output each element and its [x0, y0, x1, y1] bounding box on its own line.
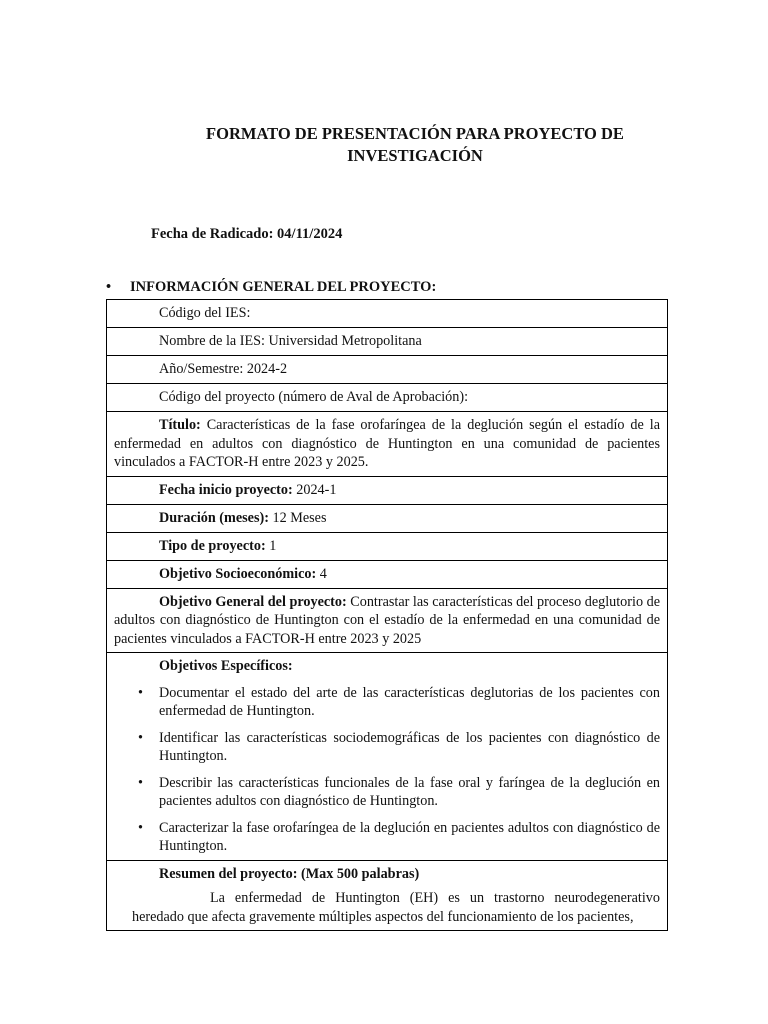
fecha-inicio-label: Fecha inicio proyecto: — [159, 481, 293, 498]
table-row — [107, 328, 668, 356]
document-title — [120, 123, 710, 167]
fecha-inicio-cell — [107, 476, 668, 504]
objetivo-general-cell — [107, 588, 668, 653]
table-row — [107, 653, 668, 861]
table-row — [107, 412, 668, 477]
objetivos-especificos-cell — [107, 653, 668, 861]
bullet-icon: • — [138, 729, 143, 746]
table-row — [107, 560, 668, 588]
resumen-cell — [107, 860, 668, 931]
fecha-inicio-value: 2024-1 — [292, 481, 337, 498]
objetivo-socio-cell — [107, 560, 668, 588]
tipo-proyecto-cell — [107, 532, 668, 560]
codigo-proyecto-cell: Código del proyecto (número de Aval de Aprobación): — [107, 384, 668, 412]
tipo-proyecto-value: 1 — [265, 537, 277, 554]
table-row — [107, 300, 668, 328]
table-row — [107, 588, 668, 653]
titulo-cell — [107, 412, 668, 477]
duracion-value: 12 Meses — [268, 509, 327, 526]
table-row — [107, 384, 668, 412]
tipo-proyecto-label: Tipo de proyecto: — [159, 537, 266, 554]
duracion-label: Duración (meses): — [159, 509, 269, 526]
list-item-text: Caracterizar la fase orofaríngea de la deglución en pacientes adultos con diagnóstico de Huntington. — [159, 819, 660, 854]
objetivo-socio-label: Objetivo Socioeconómico: — [159, 565, 317, 582]
document-title-line-1: FORMATO DE PRESENTACIÓN PARA PROYECTO DE — [206, 124, 624, 143]
list-item-text: Documentar el estado del arte de las características deglutorias de los pacientes con enfermedad de Huntington. — [159, 684, 660, 719]
list-item-text: Identificar las características sociodemográficas de los pacientes con diagnóstico de Huntington. — [159, 729, 660, 764]
fecha-radicado: Fecha de Radicado: 04/11/2024 — [151, 226, 343, 242]
section-heading — [106, 279, 436, 296]
objetivos-especificos-list — [114, 684, 660, 856]
list-item — [114, 819, 660, 856]
table-row — [107, 504, 668, 532]
bullet-icon: • — [138, 774, 143, 791]
table-row — [107, 860, 668, 931]
objetivo-general-value: Contrastar las características del proceso deglutorio de adultos con diagnóstico de Huntington con el estadío de la enfermedad en una comunidad de pacientes vinculados a FACTOR-H entre 2023 y 2025 — [114, 593, 660, 647]
table-row — [107, 356, 668, 384]
objetivo-general-label: Objetivo General del proyecto: — [159, 593, 347, 610]
titulo-value: Características de la fase orofaríngea de la deglución según el estadío de la enfermedad en adultos con diagnóstico de Huntington en una comunidad de pacientes vinculados a FACTOR-H entre 2023 y 2025. — [114, 417, 660, 470]
table-row — [107, 476, 668, 504]
list-item — [114, 729, 660, 766]
project-info-table — [106, 299, 668, 931]
anio-semestre-cell: Año/Semestre: 2024-2 — [107, 356, 668, 384]
objetivos-especificos-label: Objetivos Específicos: — [159, 658, 293, 674]
duracion-cell — [107, 504, 668, 532]
bullet-icon: • — [138, 819, 143, 836]
objetivo-socio-value: 4 — [316, 565, 327, 582]
document-title-line-2: INVESTIGACIÓN — [347, 146, 483, 165]
list-item — [114, 684, 660, 721]
resumen-label: Resumen del proyecto: (Max 500 palabras) — [159, 865, 420, 882]
list-item-text: Describir las características funcionales de la fase oral y faríngea de la deglución en pacientes adultos con diagnóstico de Huntington. — [159, 774, 660, 809]
nombre-ies-cell: Nombre de la IES: Universidad Metropolitana — [107, 328, 668, 356]
section-heading-text: INFORMACIÓN GENERAL DEL PROYECTO: — [130, 279, 437, 295]
section-bullet: • — [106, 279, 112, 295]
titulo-label: Título: — [159, 417, 201, 433]
codigo-ies-cell: Código del IES: — [107, 300, 668, 328]
resumen-text: La enfermedad de Huntington (EH) es un trastorno neurodegenerativo heredado que afecta gravemente múltiples aspectos del funcionamiento de los pacientes, — [132, 890, 660, 925]
bullet-icon: • — [138, 684, 143, 701]
list-item — [114, 774, 660, 811]
table-row — [107, 532, 668, 560]
